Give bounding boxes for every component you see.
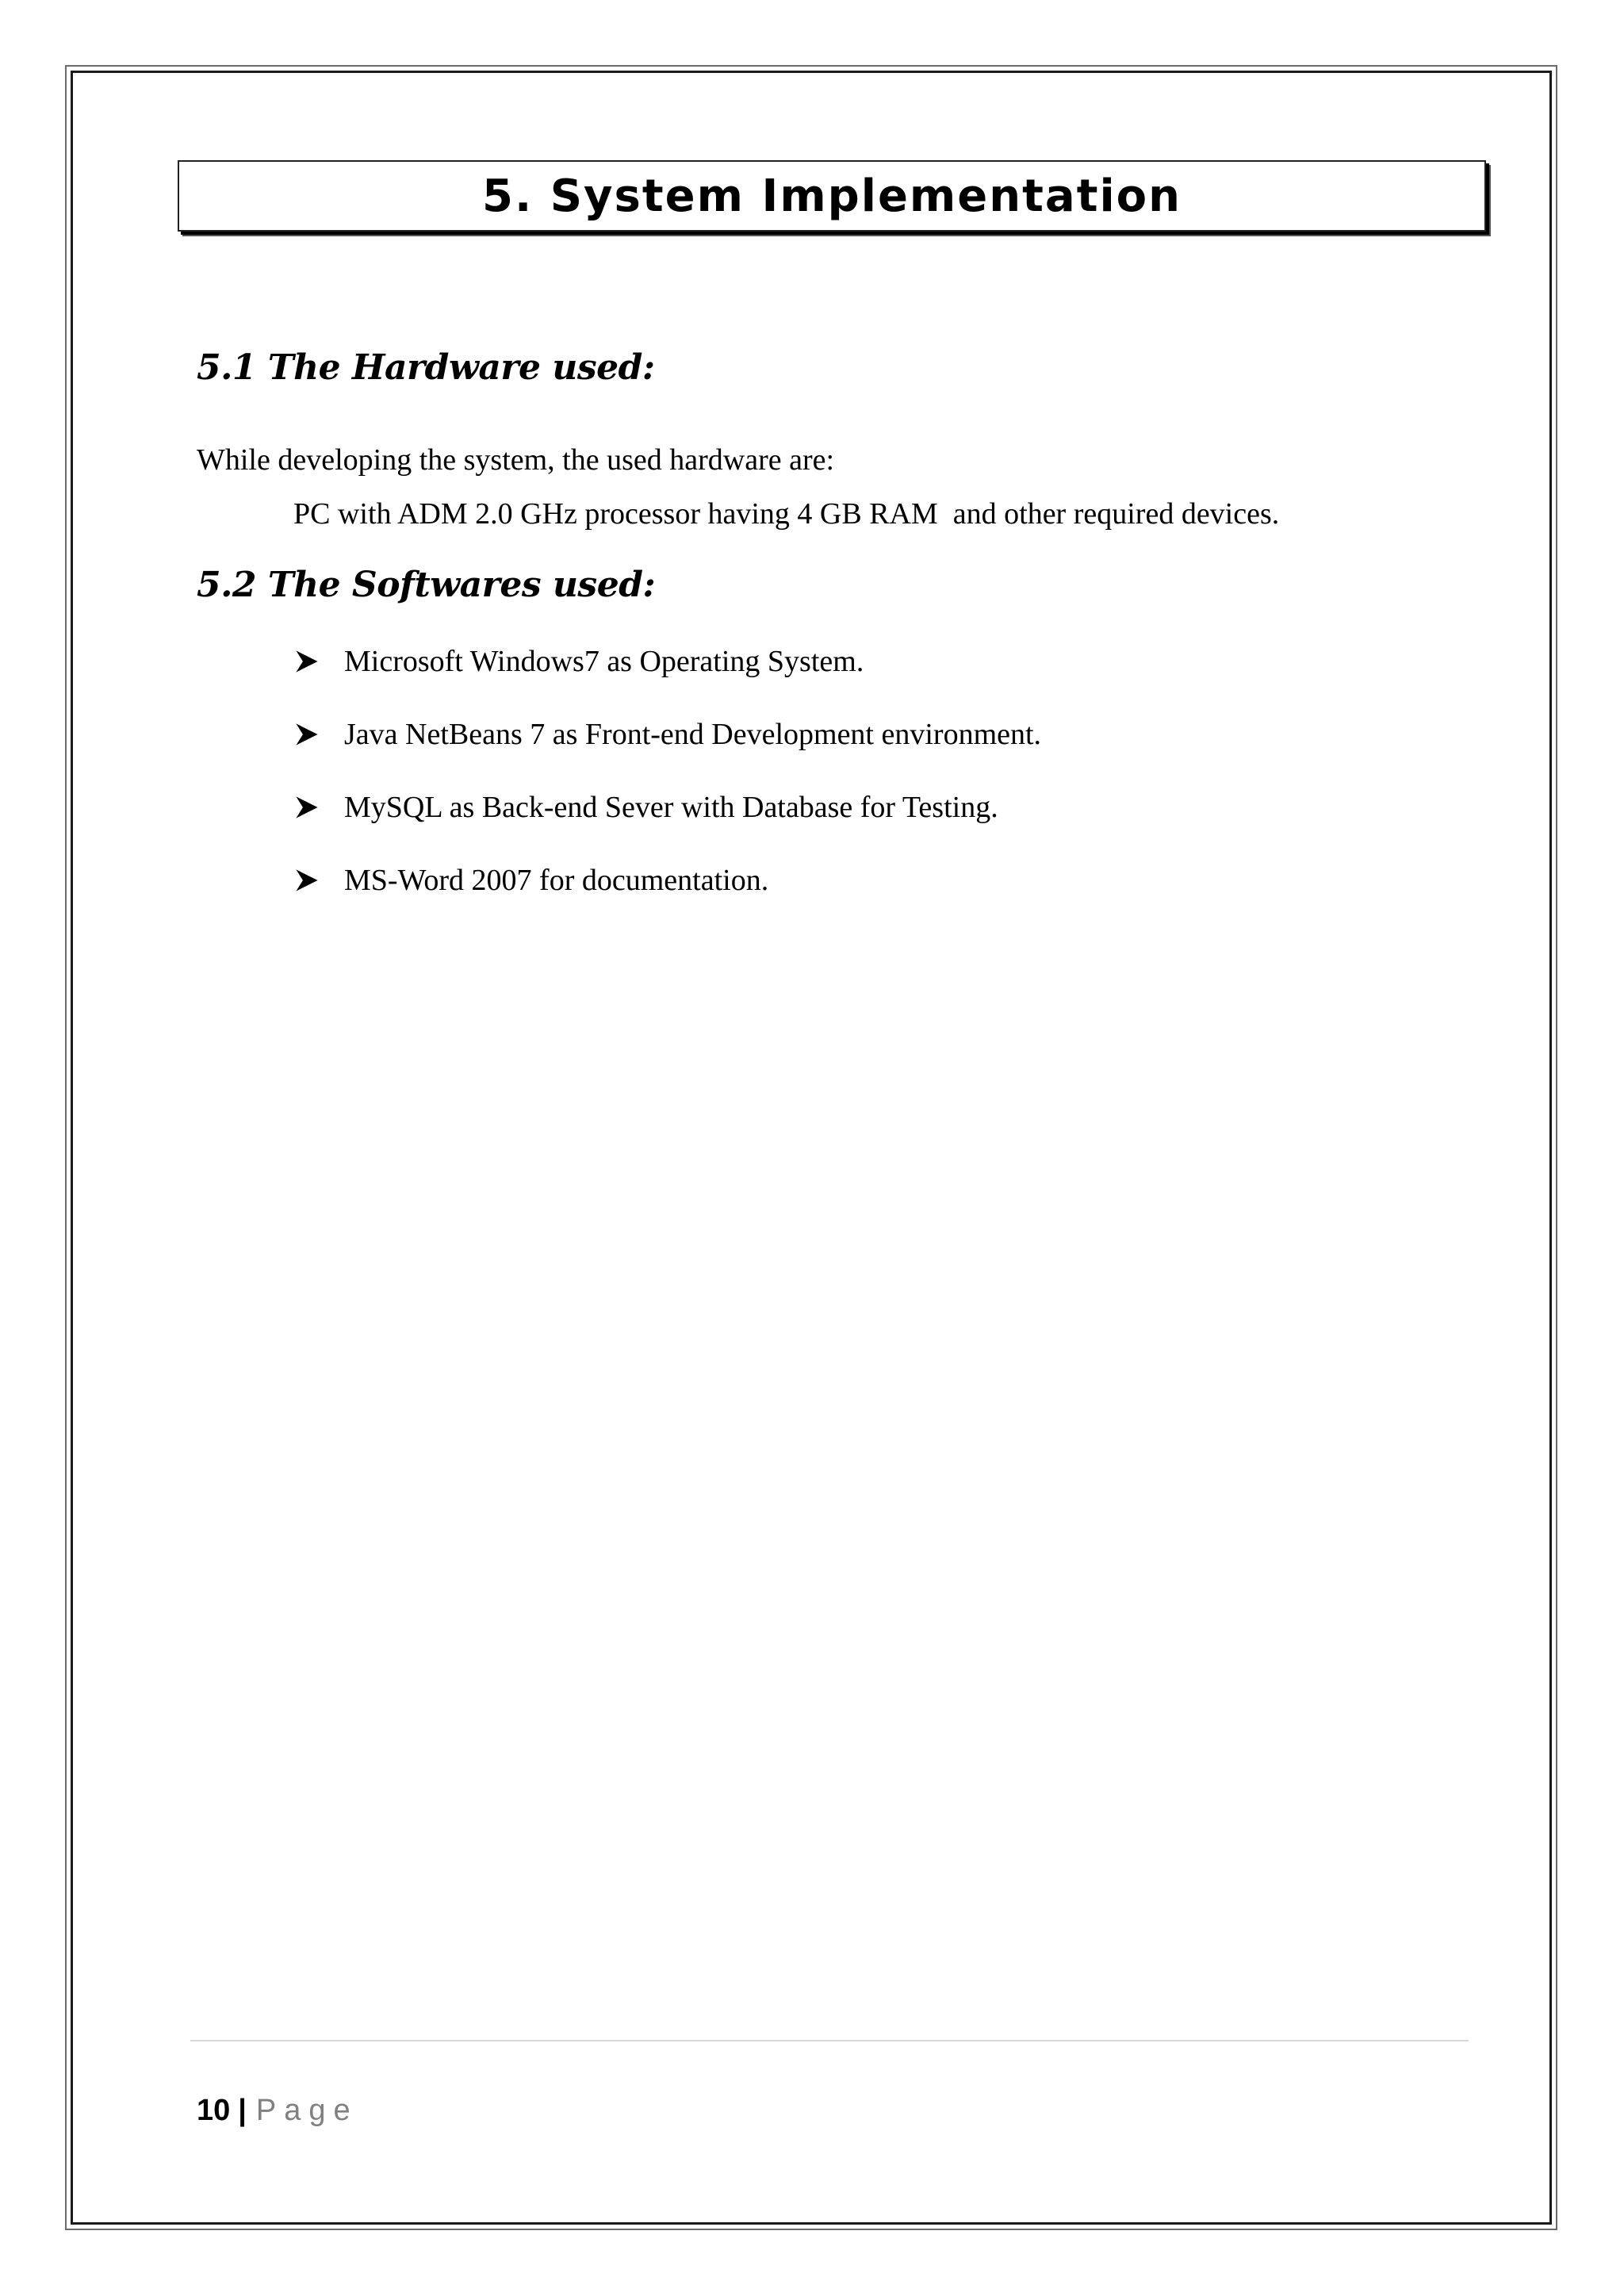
arrowhead-bullet-icon	[293, 794, 320, 821]
page-border	[65, 65, 1557, 2230]
page-footer	[197, 2094, 358, 2128]
arrowhead-bullet-icon	[293, 648, 320, 675]
list-item	[293, 698, 1041, 771]
list-item	[293, 844, 1041, 917]
page-separator: |	[238, 2094, 247, 2127]
list-item-text: Microsoft Windows7 as Operating System.	[344, 645, 864, 678]
hardware-intro-text: While developing the system, the used hardware are:	[197, 443, 835, 477]
hardware-detail-text: PC with ADM 2.0 GHz processor having 4 GB RAM and other required devices.	[293, 497, 1280, 531]
list-item	[293, 625, 1041, 698]
footer-divider	[190, 2040, 1469, 2041]
list-item-text: MySQL as Back-end Sever with Database for Testing.	[344, 791, 998, 824]
section-heading-software: 5.2 The Softwares used:	[197, 565, 656, 605]
software-list	[293, 625, 1041, 917]
page-number: 10	[197, 2094, 231, 2127]
list-item	[293, 771, 1041, 844]
chapter-title: 5. System Implementation	[481, 170, 1182, 222]
list-item-text: MS-Word 2007 for documentation.	[344, 864, 769, 897]
arrowhead-bullet-icon	[293, 867, 320, 894]
chapter-title-box	[178, 160, 1486, 232]
page-label: Page	[255, 2094, 358, 2127]
section-heading-hardware: 5.1 The Hardware used:	[197, 347, 655, 388]
list-item-text: Java NetBeans 7 as Front-end Development environment.	[344, 718, 1042, 751]
arrowhead-bullet-icon	[293, 721, 320, 748]
